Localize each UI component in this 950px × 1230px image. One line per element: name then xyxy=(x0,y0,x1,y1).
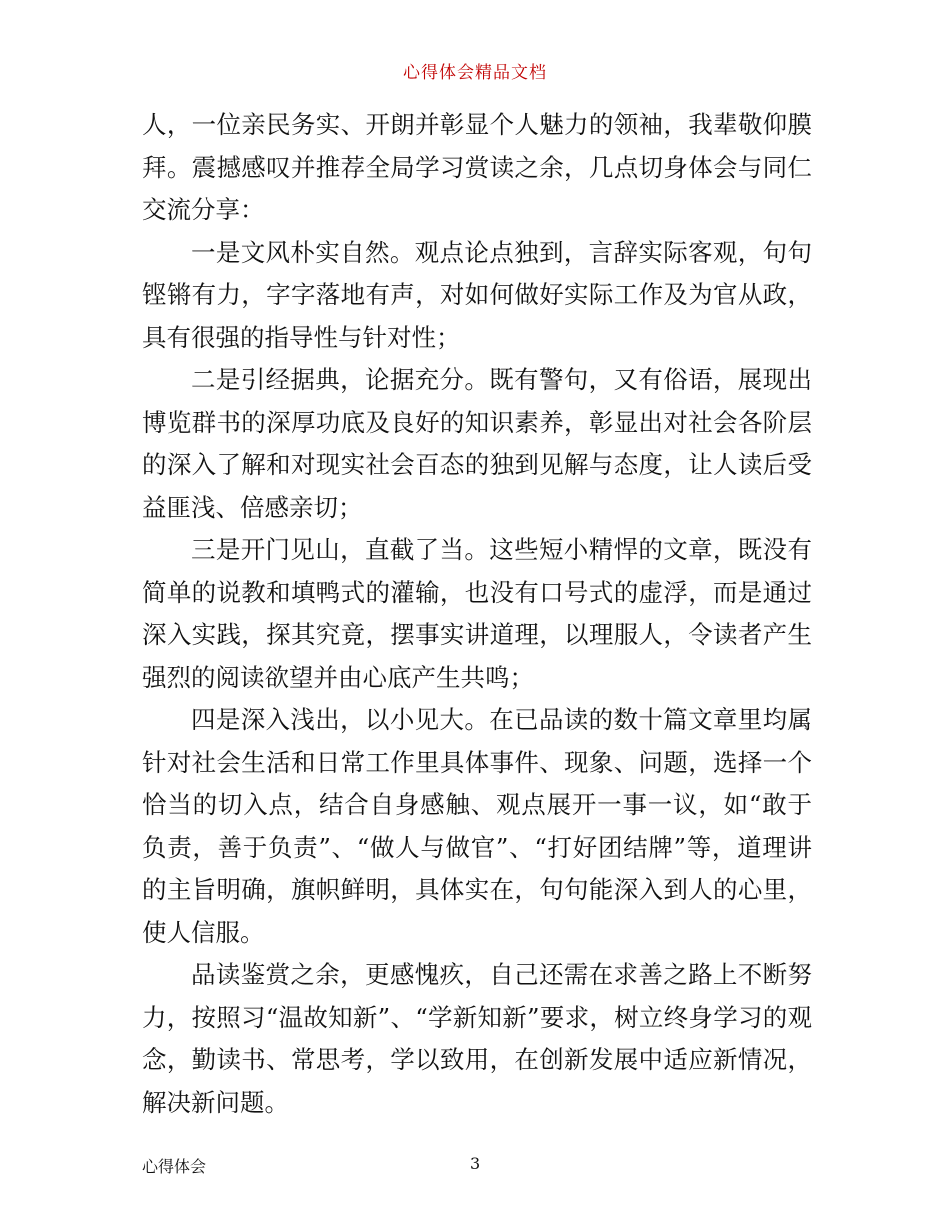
footer-label: 心得体会 xyxy=(142,1157,207,1176)
paragraph-conclusion: 品读鉴赏之余，更感愧疚，自己还需在求善之路上不断努力，按照习“温故知新”、“学新知新”要求，树立终身学习的观念，勤读书、常思考，学以致用，在创新发展中适应新情况，解决新问题。 xyxy=(142,960,812,1117)
page-header-title: 心得体会精品文档 xyxy=(403,63,547,83)
paragraph-point-two: 二是引经据典，论据充分。既有警句，又有俗语，展现出博览群书的深厚功底及良好的知识素养，彰显出对社会各阶层的深入了解和对现实社会百态的独到见解与态度，让人读后受益匪浅、倍感亲切； xyxy=(142,365,812,522)
page-number: 3 xyxy=(470,1154,481,1173)
paragraph-point-one: 一是文风朴实自然。观点论点独到，言辞实际客观，句句铿锵有力，字字落地有声，对如何做好实际工作及为官从政，具有很强的指导性与针对性； xyxy=(142,237,812,352)
paragraph-point-four: 四是深入浅出，以小见大。在已品读的数十篇文章里均属针对社会生活和日常工作里具体事件、现象、问题，选择一个恰当的切入点，结合自身感触、观点展开一事一议，如“敢于负责，善于负责”、“做人与做官”、“打好团结牌”等，道理讲的主旨明确，旗帜鲜明，具体实在，句句能深入到人的心里，使人信服。 xyxy=(142,705,812,947)
paragraph-point-three: 三是开门见山，直截了当。这些短小精悍的文章，既没有简单的说教和填鸭式的灌输，也没有口号式的虚浮，而是通过深入实践，探其究竟，摆事实讲道理，以理服人，令读者产生强烈的阅读欲望并由心底产生共鸣； xyxy=(142,535,812,692)
document-body xyxy=(142,104,812,1124)
paragraph-continuation: 人，一位亲民务实、开朗并彰显个人魅力的领袖，我辈敬仰膜拜。震撼感叹并推荐全局学习赏读之余，几点切身体会与同仁交流分享： xyxy=(142,110,812,224)
